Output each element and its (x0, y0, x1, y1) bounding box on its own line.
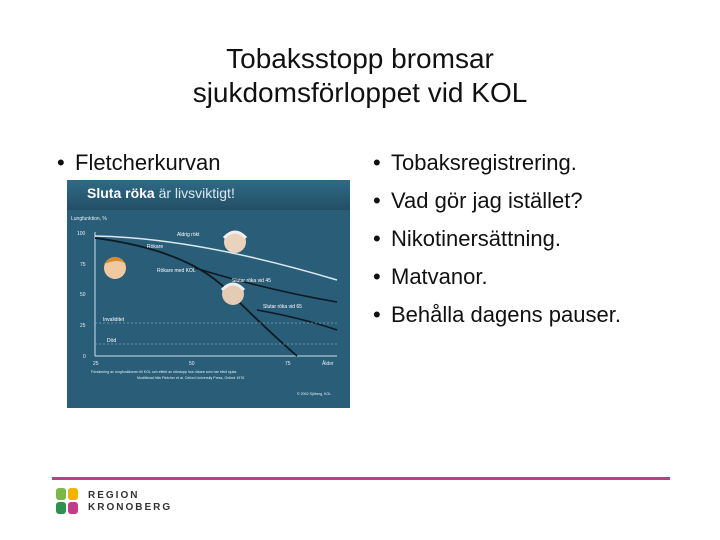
bullet-item (373, 264, 703, 290)
bullet-dot: • (373, 226, 381, 251)
y-tick: 0 (83, 354, 86, 360)
y-tick: 50 (80, 292, 86, 298)
y-axis-label: Lungfunktion, % (71, 216, 107, 222)
bullet-text: Matvanor. (391, 264, 488, 289)
left-bullet (57, 150, 221, 176)
bullet-text: Tobaksregistrering. (391, 150, 577, 175)
logo-mark-icon (54, 486, 82, 516)
label-quit-65: Slutar röka vid 65 (263, 304, 302, 310)
bullet-dot: • (373, 188, 381, 213)
figure-header (67, 180, 350, 210)
bullet-text: Vad gör jag istället? (391, 188, 583, 213)
logo-line-1: REGION (88, 490, 140, 501)
label-disability: Invaliditet (103, 317, 125, 323)
y-tick: 25 (80, 323, 86, 329)
bullet-item (373, 188, 703, 214)
label-quit-45: Slutar röka vid 45 (232, 278, 271, 284)
old-man-quit-illustration (222, 283, 244, 305)
bullet-text: Nikotinersättning. (391, 226, 561, 251)
region-kronoberg-logo (54, 484, 184, 520)
fletcher-curve-graphic (67, 180, 350, 408)
figure-caption-2: Modifierad från Fletcher et al. Oxford University Press, Oxford 1976 (137, 376, 245, 380)
bullet-dot: • (373, 302, 381, 327)
figure-heading (87, 185, 235, 201)
left-bullet-text: Fletcherkurvan (75, 150, 221, 175)
slide-title (0, 42, 720, 110)
fletcher-curve-figure (67, 180, 350, 408)
bullet-item (373, 150, 703, 176)
figure-heading-rest: är livsviktigt! (154, 185, 235, 201)
bullet-item (373, 302, 703, 328)
figure-heading-bold: Sluta röka (87, 185, 155, 201)
title-line-2: sjukdomsförloppet vid KOL (192, 77, 528, 108)
bullet-dot: • (57, 150, 65, 175)
bullet-item (373, 226, 703, 252)
right-bullet-list (373, 150, 703, 340)
old-man-never-smoked-illustration (224, 231, 246, 253)
logo-wordmark (88, 490, 172, 514)
bullet-dot: • (373, 264, 381, 289)
young-man-illustration (104, 257, 126, 279)
label-never-smoked: Aldrig rökt (177, 232, 200, 238)
bullet-dot: • (373, 150, 381, 175)
x-tick: Ålder (322, 361, 334, 367)
label-smoker-copd: Rökare med KOL (157, 268, 196, 274)
bullet-text: Behålla dagens pauser. (391, 302, 621, 327)
x-tick: 50 (189, 361, 195, 367)
label-death: Död (107, 338, 117, 344)
y-tick: 100 (77, 231, 86, 237)
label-smoker: Rökare (147, 244, 164, 250)
title-line-1: Tobaksstopp bromsar (226, 43, 494, 74)
x-tick: 75 (285, 361, 291, 367)
footer-divider (52, 477, 670, 480)
x-tick: 25 (93, 361, 99, 367)
figure-copyright: © 2002 Sjöberg, KOL (297, 392, 332, 396)
logo-line-2: KRONOBERG (88, 502, 173, 513)
y-tick: 75 (80, 262, 86, 268)
figure-caption-1: Försämring av lungfunktionen till KOL och effekt av rökstopp hos rökare som har blivit sjuka (91, 370, 237, 374)
